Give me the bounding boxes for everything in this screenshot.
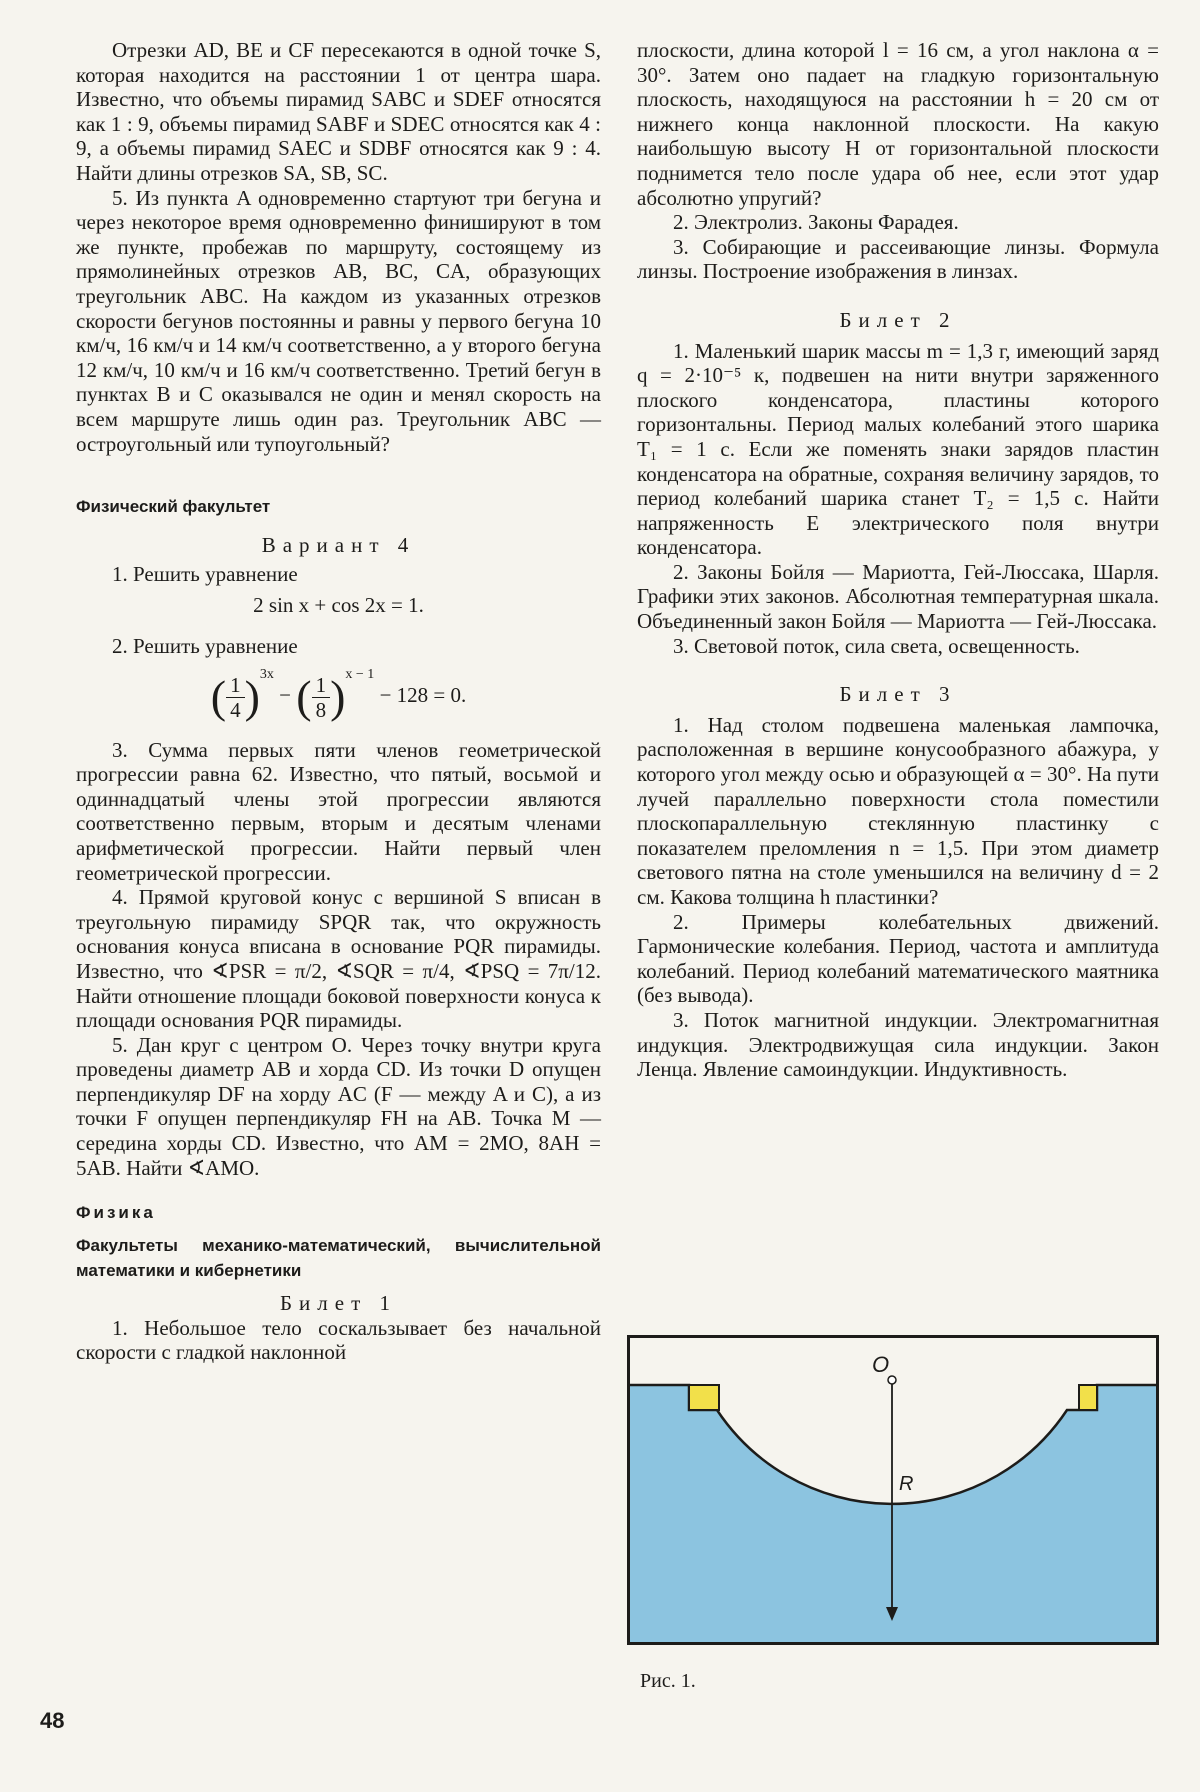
- eq2-den-8: 8: [315, 697, 327, 722]
- physics-heading: Физика: [76, 1203, 156, 1223]
- question-3: 3. Сумма первых пяти членов геометрической прогрессии равна 62. Известно, что пятый, восьмой и одиннадцатый члены этой прогрессии являются соответственно первым, вторым и десятым членами арифметической прогрессии. Найти первый член геометрической прогрессии.: [76, 737, 601, 885]
- variant-heading: Вариант 4: [261, 533, 416, 558]
- problem-intro: Отрезки AD, BE и CF пересекаются в одной точке S, которая находится на расстоянии 1 от центра шара. Известно, что объемы пирамид SABC и SDEF относятся как 1 : 9, объемы пирамид SABF и SDEC относятся как 4 : 9, а объемы пирамид SAEC и SDBF относятся как 9 : 4. Найти длины отрезков SA, SB, SC.: [76, 38, 601, 185]
- ticket-1-question-1-start: 1. Небольшое тело соскальзывает без начальной скорости с гладкой наклонной: [76, 1315, 601, 1365]
- eq2-exp-2: x − 1: [345, 666, 375, 682]
- faculty-heading: Физический факультет: [76, 497, 271, 517]
- page-number: 48: [40, 1708, 65, 1733]
- equation-1: 2 sin x + cos 2x = 1.: [253, 593, 424, 618]
- center-point-o: [888, 1376, 896, 1384]
- ticket-3-question-1: 1. Над столом подвешена маленькая лампочка, расположенная в вершине конусообразного абажура, у которого угол между осью и образующей α = 30°. На пути лучей параллельно поверхности стола поместили плоскопараллельную стеклянную пластинку с показателем преломления n = 1,5. При этом диаметр светового пятна на столе уменьшился на величину d = 2 см. Какова толщина h пластинки?: [637, 712, 1159, 909]
- eq2-exp-1: 3x: [259, 666, 274, 682]
- ticket-1-question-3: 3. Собирающие и рассеивающие линзы. Формула линзы. Построение изображения в линзах.: [637, 234, 1159, 284]
- ticket-1-question-1-cont: плоскости, длина которой l = 16 см, а угол наклона α = 30°. Затем оно падает на гладкую горизонтальную плоскость, находящуюся на расстоянии h = 20 см от нижнего конца наклонной плоскости. На какую наибольшую высоту H от горизонтальной плоскости поднимется тело после удара об нее, если этот удар абсолютно упругий?: [637, 38, 1159, 210]
- label-o: O: [872, 1352, 890, 1377]
- right-block: [1079, 1385, 1097, 1410]
- ticket-3-question-3: 3. Поток магнитной индукции. Электромагнитная индукция. Электродвижущая сила индукции. Закон Ленца. Явление самоиндукции. Индуктивность.: [637, 1007, 1159, 1082]
- faculties-heading: Факультеты механико-математический, вычислительной математики и кибернетики: [76, 1236, 601, 1281]
- figure-1-hemispherical-bowl: [627, 1335, 1159, 1645]
- ticket-2-question-1: 1. Маленький шарик массы m = 1,3 г, имеющий заряд q = 2·10⁻⁵ к, подвешен на нити внутри заряженного плоского конденсатора, пластины которого горизонтальны. Период малых колебаний этого шарика T₁ = 1 с. Если же поменять знаки зарядов пластин конденсатора на обратные, сохраняя величину зарядов, то период колебаний шарика станет T₂ = 1,5 с. Найти напряженность E электрического поля внутри конденсатора.: [637, 338, 1159, 560]
- eq2-tail: − 128 = 0.: [379, 682, 467, 707]
- ticket-2-question-2: 2. Законы Бойля — Мариотта, Гей-Люссака, Шарля. Графики этих законов. Абсолютная температурная шкала. Объединенный закон Бойля — Мариотта — Гей-Люссака.: [637, 559, 1159, 634]
- question-5: 5. Дан круг с центром O. Через точку внутри круга проведены диаметр AB и хорда CD. Из точки D опущен перпендикуляр DF на хорду AC (F — между A и C), а из точки F опущен перпендикуляр FH на AB. Точка M — середина хорды CD. Известно, что AM = 2MO, 8AH = 5AB. Найти ∢AMO.: [76, 1032, 601, 1180]
- eq2-minus: −: [279, 682, 291, 707]
- left-block: [689, 1385, 719, 1410]
- ticket-1-question-2: 2. Электролиз. Законы Фарадея.: [673, 210, 959, 235]
- water-body: [630, 1385, 1156, 1642]
- eq2-num-1: 1: [226, 673, 245, 698]
- left-column: [76, 38, 601, 1365]
- ticket-3-question-2: 2. Примеры колебательных движений. Гармонические колебания. Период, частота и амплитуда колебаний. Период колебаний математического маятника (без вывода).: [637, 909, 1159, 1008]
- ticket-2-question-3: 3. Световой поток, сила света, освещенность.: [673, 633, 1080, 658]
- question-4: 4. Прямой круговой конус с вершиной S вписан в треугольную пирамиду SPQR так, что окружность основания конуса вписана в основание PQR пирамиды. Известно, что ∢PSR = π/2, ∢SQR = π/4, ∢PSQ = 7π/12. Найти отношение площади боковой поверхности конуса к площади основания PQR пирамиды.: [76, 885, 601, 1033]
- eq2-num-2: 1: [312, 673, 331, 698]
- ticket-2-heading: Билет 2: [839, 307, 957, 332]
- figure-caption: Рис. 1.: [640, 1670, 696, 1692]
- question-1: 1. Решить уравнение: [112, 561, 298, 586]
- right-column: [637, 38, 1159, 1082]
- question-2: 2. Решить уравнение: [112, 634, 298, 659]
- label-r: R: [899, 1473, 914, 1495]
- ticket-3-heading: Билет 3: [839, 682, 957, 707]
- problem-5: 5. Из пункта A одновременно стартуют три бегуна и через некоторое время одновременно финишируют в том же пункте, пробежав по маршруту, состоящему из прямолинейных отрезков AB, BC, CA, образующих треугольник ABC. На каждом из указанных отрезков скорости бегунов постоянны и равны у первого бегуна 10 км/ч, 16 км/ч и 14 км/ч соответственно, а у второго бегуна 12 км/ч, 10 км/ч и 16 км/ч соответственно. Третий бегун в пунктах B и C оказывался не один и менял скорость на всем маршруте лишь один раз. Треугольник ABC — остроугольный или тупоугольный?: [76, 185, 601, 456]
- ticket-1-heading: Билет 1: [279, 1291, 398, 1316]
- equation-2: ( $\frac{1}{4}$ )$^{3x}$ − ( $\frac{1}{8}$ )$^{x - 1}$ − 128 = 0.: [210, 666, 467, 723]
- eq2-den-4: 4: [230, 697, 241, 722]
